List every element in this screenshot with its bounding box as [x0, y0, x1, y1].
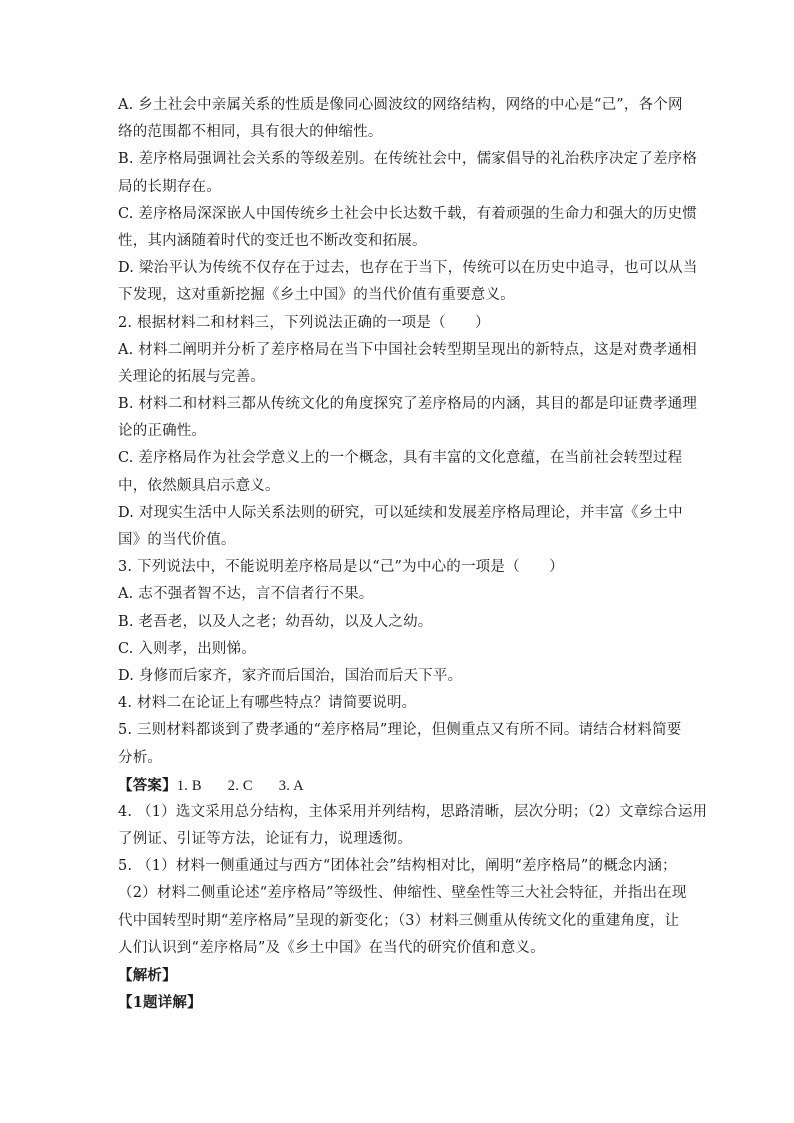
answer-line	[118, 772, 678, 799]
q2-option-b-line2: 论的正确性。	[118, 423, 207, 440]
q3-stem: 3. 下列说法中，不能说明差序格局是以“己”为中心的一项是（ ）	[118, 559, 564, 576]
q1-option-b-line2: 局的长期存在。	[118, 178, 221, 195]
answer-5-line3: 代中国转型时期“差序格局”呈现的新变化；（3）材料三侧重从传统文化的重建角度，让	[118, 912, 680, 929]
q3-option-a: A. 志不强者智不达，言不信者行不果。	[118, 586, 374, 603]
q1-option-d-line2: 下发现，这对重新挖掘《乡土中国》的当代价值有重要意义。	[118, 287, 515, 304]
q5-stem-line1: 5. 三则材料都谈到了费孝通的“差序格局”理论，但侧重点又有所不同。请结合材料简要	[118, 722, 682, 739]
answer-5-line4: 人们认识到“差序格局”及《乡土中国》在当代的研究价值和意义。	[118, 939, 545, 956]
q2-stem: 2. 根据材料二和材料三，下列说法正确的一项是（ ）	[118, 314, 490, 331]
answer-4-line1: 4. （1）选文采用总分结构，主体采用并列结构，思路清晰，层次分明；（2）文章综合运用	[118, 803, 708, 820]
analysis-tag: 【解析】	[118, 967, 177, 984]
answer-tag: 【答案】	[118, 776, 177, 794]
q2-option-a-line1: A. 材料二阐明并分析了差序格局在当下中国社会转型期呈现出的新特点，这是对费孝通相	[118, 341, 697, 358]
answer-4-line2: 了例证、引证等方法，论证有力，说理透彻。	[118, 831, 412, 848]
q1-option-b-line1: B. 差序格局强调社会关系的等级差别。在传统社会中，儒家倡导的礼治秩序决定了差序格	[118, 151, 698, 168]
q2-option-d-line2: 国》的当代价值。	[118, 532, 236, 548]
q4-stem: 4. 材料二在论证上有哪些特点？请简要说明。	[118, 695, 417, 712]
q3-option-b: B. 老吾老，以及人之老；幼吾幼，以及人之幼。	[118, 613, 433, 630]
q1-option-c-line2: 性，其内涵随着时代的变迁也不断改变和拓展。	[118, 232, 427, 249]
q3-option-c: C. 入则孝，出则悌。	[118, 640, 256, 657]
q2-option-b-line1: B. 材料二和材料三都从传统文化的角度探究了差序格局的内涵，其目的都是印证费孝通理	[118, 396, 698, 413]
q3-option-d: D. 身修而后家齐，家齐而后国治，国治而后天下平。	[118, 667, 463, 684]
q2-option-d-line1: D. 对现实生活中人际关系法则的研究，可以延续和发展差序格局理论，并丰富《乡土中	[118, 504, 683, 521]
answer-5-line2: （2）材料二侧重论述“差序格局”等级性、伸缩性、壁垒性等三大社会特征，并指出在现	[118, 885, 687, 902]
answer-1: 1. B	[176, 777, 202, 794]
analysis-sub: 【1题详解】	[118, 994, 202, 1012]
q1-option-a-line1: A. 乡土社会中亲属关系的性质是像同心圆波纹的网络结构，网络的中心是“己”，各个网	[118, 97, 683, 113]
q2-option-a-line2: 关理论的拓展与完善。	[118, 368, 265, 385]
answer-2: 2. C	[227, 777, 253, 794]
q2-option-c-line1: C. 差序格局作为社会学意义上的一个概念，具有丰富的文化意蕴，在当前社会转型过程	[118, 450, 683, 467]
q1-option-c-line1: C. 差序格局深深嵌人中国传统乡土社会中长达数千载，有着顽强的生命力和强大的历史惯	[118, 205, 697, 222]
q1-option-d-line1: D. 梁治平认为传统不仅存在于过去，也存在于当下，传统可以在历史中追寻，也可以从当	[118, 260, 698, 277]
document-page	[118, 92, 708, 1016]
q5-stem-line2: 分析。	[118, 749, 163, 766]
answer-3: 3. A	[278, 777, 304, 794]
answer-5-line1: 5. （1）材料一侧重通过与西方“团体社会”结构相对比，阐明“差序格局”的概念内涵；	[118, 858, 677, 875]
q2-option-c-line2: 中，依然颇具启示意义。	[118, 477, 280, 494]
q1-option-a-line2: 络的范围都不相同，具有很大的伸缩性。	[118, 124, 383, 141]
